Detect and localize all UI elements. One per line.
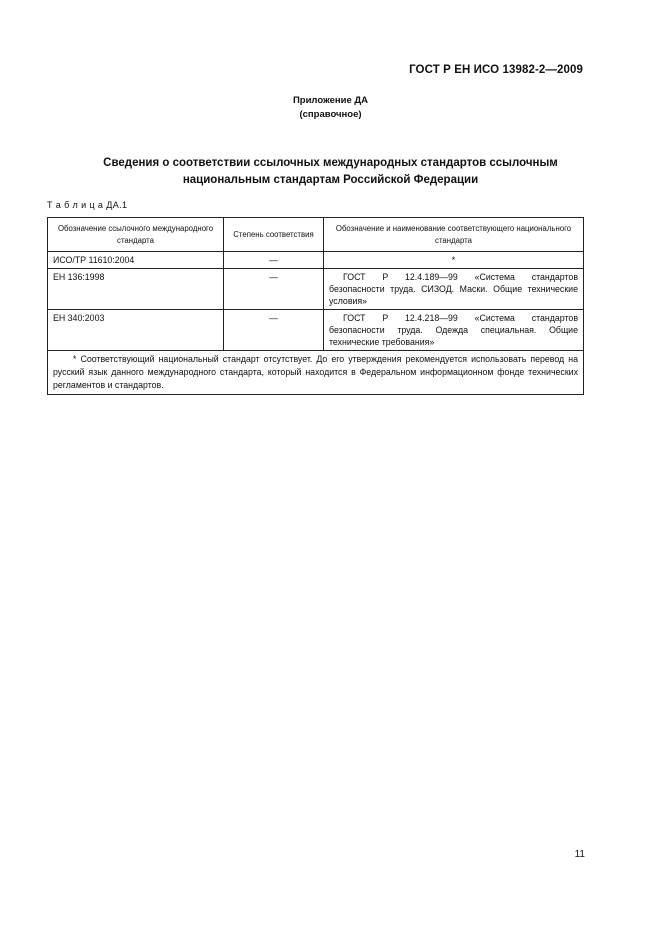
table-row bbox=[48, 310, 584, 351]
table-caption: Т а б л и ц а ДА.1 bbox=[47, 200, 128, 210]
cell-degree: — bbox=[224, 252, 324, 269]
column-header-degree: Степень соответствия bbox=[224, 218, 324, 252]
table-row bbox=[48, 269, 584, 310]
section-heading bbox=[60, 155, 601, 189]
section-heading-line-2: национальным стандартам Российской Федерации bbox=[182, 174, 479, 186]
cell-national: * bbox=[324, 252, 584, 269]
correspondence-table bbox=[47, 217, 584, 395]
table-row bbox=[48, 252, 584, 269]
cell-reference: ИСО/ТР 11610:2004 bbox=[48, 252, 224, 269]
document-code: ГОСТ Р ЕН ИСО 13982-2—2009 bbox=[409, 64, 583, 76]
cell-reference: ЕН 340:2003 bbox=[48, 310, 224, 351]
table-header-row bbox=[48, 218, 584, 252]
cell-reference: ЕН 136:1998 bbox=[48, 269, 224, 310]
table-footnote-row bbox=[48, 351, 584, 395]
table-footnote: * Соответствующий национальный стандарт отсутствует. До его утверждения рекомендуется использовать перевод на русский язык данного международного стандарта, который находится в Федеральном информационном фонде технических регламентов и стандартов. bbox=[48, 351, 584, 395]
cell-degree: — bbox=[224, 269, 324, 310]
cell-national: ГОСТ Р 12.4.218—99 «Система стандартов безопасности труда. Одежда специальная. Общие технические требования» bbox=[324, 310, 584, 351]
cell-national: ГОСТ Р 12.4.189—99 «Система стандартов безопасности труда. СИЗОД. Маски. Общие технические условия» bbox=[324, 269, 584, 310]
appendix-title: Приложение ДА bbox=[292, 95, 369, 106]
appendix-block bbox=[0, 94, 661, 122]
cell-degree: — bbox=[224, 310, 324, 351]
column-header-national: Обозначение и наименование соответствующего национального стандарта bbox=[324, 218, 584, 252]
section-heading-line-1: Сведения о соответствии ссылочных международных стандартов ссылочным bbox=[103, 157, 558, 169]
page-number: 11 bbox=[574, 849, 585, 860]
column-header-reference: Обозначение ссылочного международного стандарта bbox=[48, 218, 224, 252]
appendix-subtitle: (справочное) bbox=[299, 109, 362, 120]
